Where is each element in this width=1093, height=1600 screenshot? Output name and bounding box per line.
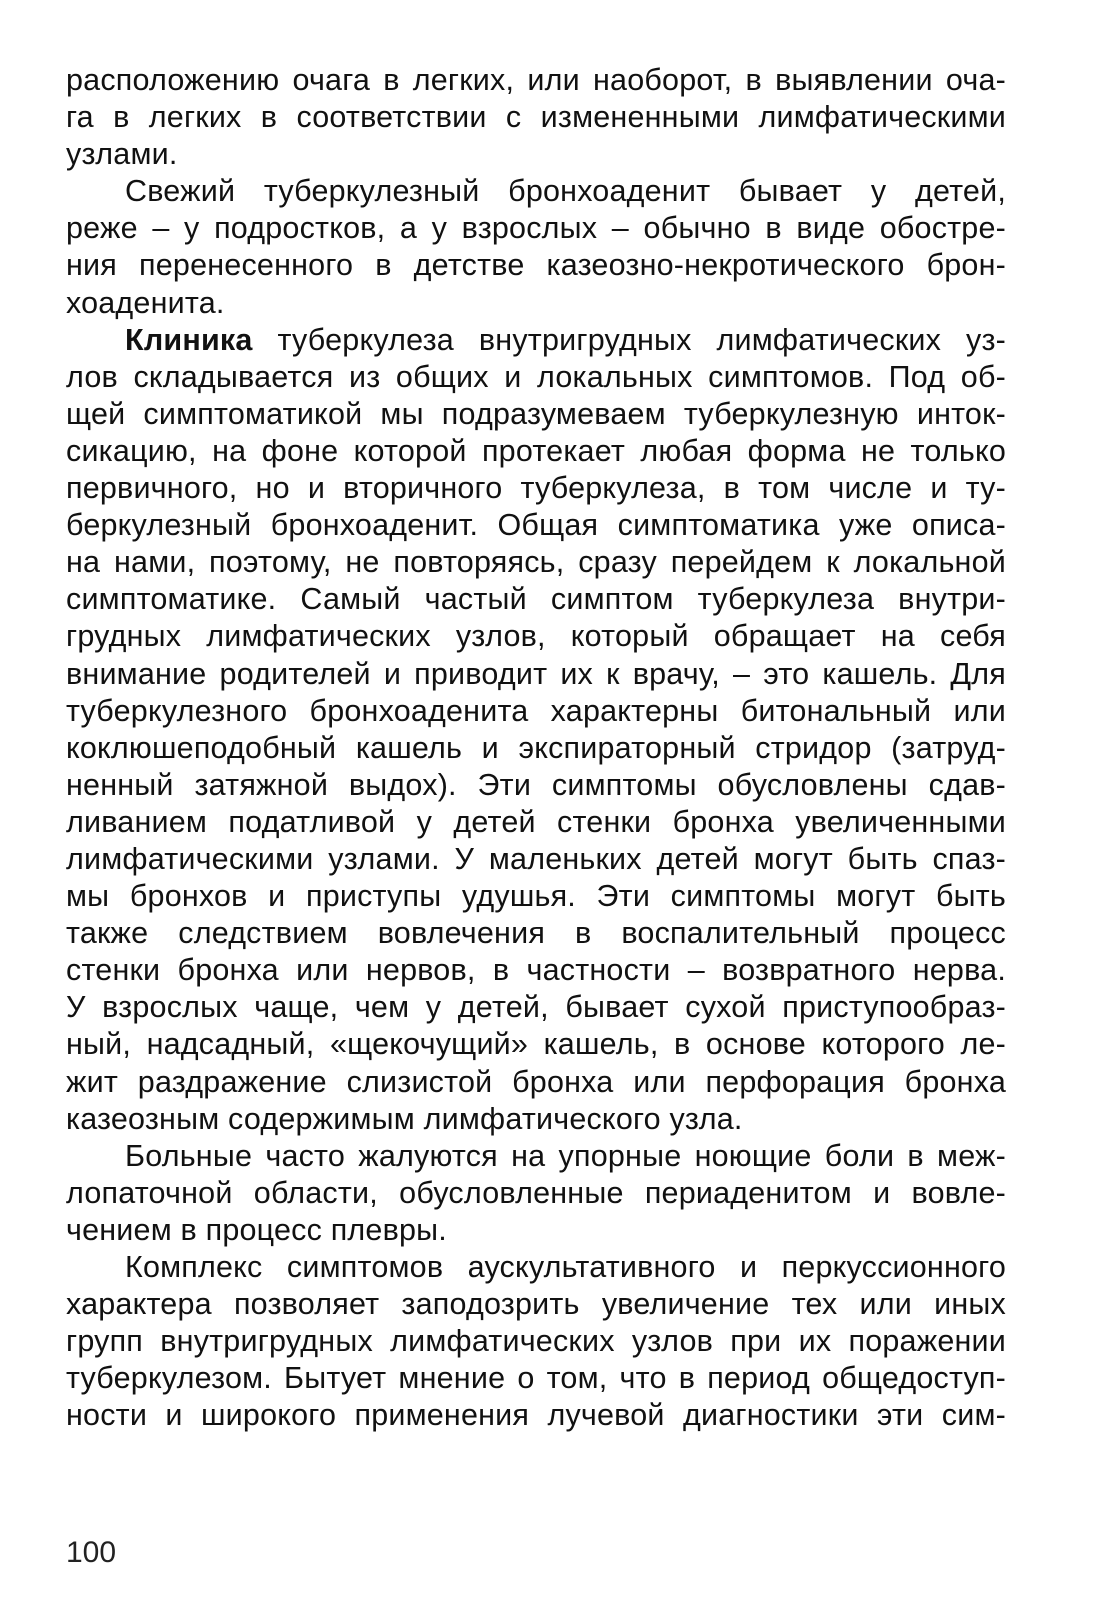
text-line: характера позволяет заподозрить увеличение тех или иных xyxy=(66,1287,1006,1322)
text-line: групп внутригрудных лимфатических узлов при их поражении xyxy=(66,1324,1006,1359)
text-line: лопаточной области, обусловленные периаденитом и вовле- xyxy=(66,1175,1006,1210)
text-line-rest: туберкулеза внутригрудных лимфатических уз- xyxy=(252,322,1006,357)
text-line: симптоматике. Самый частый симптом туберкулеза внутри- xyxy=(66,582,1006,617)
text-line: хоаденита. xyxy=(66,285,225,320)
bold-lead-term: Клиника xyxy=(125,322,253,357)
text-line: стенки бронха или нервов, в частности – возвратного нерва. xyxy=(66,953,1006,988)
paragraph-4 xyxy=(66,1138,1006,1249)
paragraph-1 xyxy=(66,62,1006,173)
text-line: беркулезный бронхоаденит. Общая симптоматика уже описа- xyxy=(66,508,1006,543)
text-line: мы бронхов и приступы удушья. Эти симптомы могут быть xyxy=(66,879,1006,914)
text-line: внимание родителей и приводит их к врачу, – это кашель. Для xyxy=(66,656,1006,691)
paragraph-3 xyxy=(66,322,1006,1138)
text-line: ливанием податливой у детей стенки бронха увеличенными xyxy=(66,804,1006,839)
text-line: ный, надсадный, «щекочущий» кашель, в основе которого ле- xyxy=(66,1027,1006,1062)
paragraph-5 xyxy=(66,1249,1006,1434)
text-line: ненный затяжной выдох). Эти симптомы обусловлены сдав- xyxy=(66,767,1006,802)
text-line: ности и широкого применения лучевой диагностики эти сим- xyxy=(66,1398,1006,1433)
text-line: первичного, но и вторичного туберкулеза, в том числе и ту- xyxy=(66,471,1006,506)
text-line: туберкулезом. Бытует мнение о том, что в период общедоступ- xyxy=(66,1361,1006,1396)
text-line: грудных лимфатических узлов, который обращает на себя xyxy=(66,619,1006,654)
text-line: на нами, поэтому, не повторяясь, сразу перейдем к локальной xyxy=(66,545,1006,580)
text-line: коклюшеподобный кашель и экспираторный стридор (затруд- xyxy=(66,730,1006,765)
text-line: Свежий туберкулезный бронхоаденит бывает у детей, xyxy=(125,174,1006,209)
text-line: чением в процесс плевры. xyxy=(66,1212,447,1247)
text-line: га в легких в соответствии с измененными лимфатическими xyxy=(66,100,1006,135)
text-line: Больные часто жалуются на упорные ноющие боли в меж- xyxy=(125,1138,1006,1173)
text-line xyxy=(66,322,1006,359)
text-line: ния перенесенного в детстве казеозно-некротического брон- xyxy=(66,248,1006,283)
text-line: расположению очага в легких, или наоборот, в выявлении оча- xyxy=(66,63,1006,97)
text-line: казеозным содержимым лимфатического узла. xyxy=(66,1101,743,1136)
text-line: туберкулезного бронхоаденита характерны битональный или xyxy=(66,693,1006,728)
text-line: реже – у подростков, а у взрослых – обычно в виде обостре- xyxy=(66,211,1006,246)
text-line: Комплекс симптомов аускультативного и перкуссионного xyxy=(125,1250,1006,1284)
text-line: узлами. xyxy=(66,137,178,172)
text-line: жит раздражение слизистой бронха или перфорация бронха xyxy=(66,1064,1006,1099)
text-line: также следствием вовлечения в воспалительный процесс xyxy=(66,916,1006,951)
text-line: У взрослых чаще, чем у детей, бывает сухой приступообраз- xyxy=(66,990,1006,1025)
text-line: сикацию, на фоне которой протекает любая форма не только xyxy=(66,433,1006,468)
body-text xyxy=(66,62,1006,1434)
text-line: лов складывается из общих и локальных симптомов. Под об- xyxy=(66,359,1006,394)
page-number: 100 xyxy=(66,1536,117,1569)
paragraph-2 xyxy=(66,173,1006,321)
text-line: щей симптоматикой мы подразумеваем туберкулезную инток- xyxy=(66,396,1006,431)
text-line: лимфатическими узлами. У маленьких детей могут быть спаз- xyxy=(66,841,1006,876)
